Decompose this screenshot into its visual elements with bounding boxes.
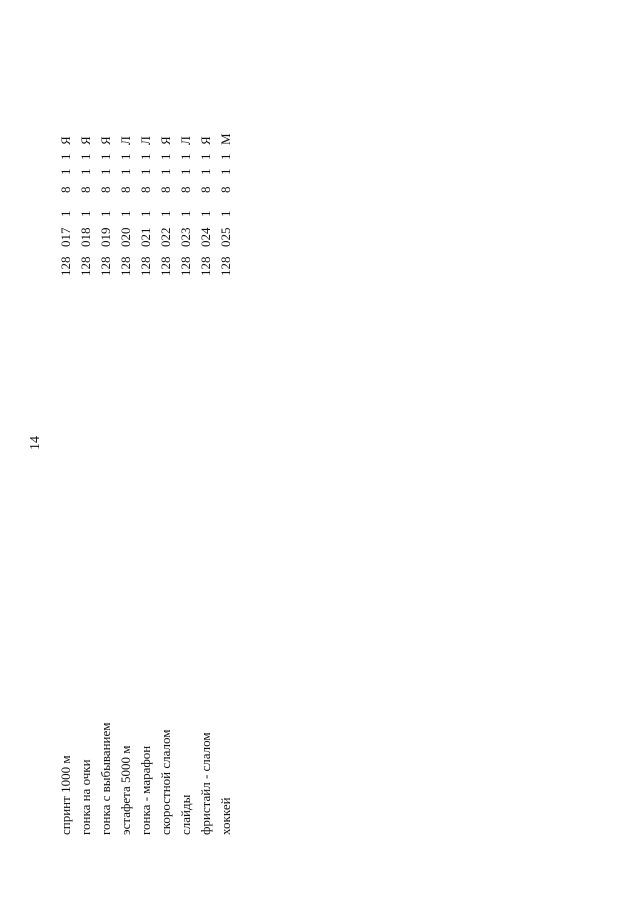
classifier-table xyxy=(58,0,238,905)
table-row xyxy=(218,0,238,905)
code-digit: 1 xyxy=(218,168,233,175)
code-number: 021 xyxy=(138,227,153,247)
code-digit: 1 xyxy=(138,210,153,217)
code-digit: 1 xyxy=(138,168,153,175)
row-name: скоростной слалом xyxy=(158,729,173,835)
code-group: 128 xyxy=(78,256,93,276)
code-letter: Я xyxy=(98,136,113,145)
code-digit: 1 xyxy=(198,210,213,217)
row-name: фристайл - слалом xyxy=(198,732,213,835)
code-digit: 1 xyxy=(158,153,173,160)
code-group: 128 xyxy=(98,256,113,276)
page-number: 14 xyxy=(28,436,43,450)
table-row xyxy=(78,0,98,905)
table-row xyxy=(138,0,158,905)
code-letter: Я xyxy=(158,136,173,145)
row-name: гонка - марафон xyxy=(138,745,153,835)
code-number: 020 xyxy=(118,227,133,247)
table-row xyxy=(178,0,198,905)
code-number: 023 xyxy=(178,227,193,247)
code-digit: 8 xyxy=(138,186,153,193)
code-number: 025 xyxy=(218,227,233,247)
code-letter: Я xyxy=(58,136,73,145)
table-row xyxy=(58,0,78,905)
code-digit: 8 xyxy=(178,186,193,193)
code-digit: 1 xyxy=(158,210,173,217)
table-row xyxy=(158,0,178,905)
code-number: 019 xyxy=(98,227,113,247)
code-digit: 8 xyxy=(158,186,173,193)
code-digit: 1 xyxy=(98,153,113,160)
code-digit: 1 xyxy=(198,168,213,175)
row-name: хоккей xyxy=(218,797,233,835)
code-digit: 1 xyxy=(58,153,73,160)
code-group: 128 xyxy=(158,256,173,276)
code-digit: 8 xyxy=(198,186,213,193)
code-letter: Я xyxy=(198,136,213,145)
code-number: 022 xyxy=(158,227,173,247)
code-group: 128 xyxy=(198,256,213,276)
code-digit: 1 xyxy=(118,168,133,175)
code-digit: 1 xyxy=(178,168,193,175)
code-group: 128 xyxy=(218,256,233,276)
code-digit: 1 xyxy=(218,210,233,217)
code-group: 128 xyxy=(178,256,193,276)
row-name: гонка на очки xyxy=(78,759,93,835)
code-digit: 1 xyxy=(198,153,213,160)
code-digit: 1 xyxy=(118,153,133,160)
code-group: 128 xyxy=(58,256,73,276)
code-number: 024 xyxy=(198,227,213,247)
code-number: 018 xyxy=(78,227,93,247)
code-letter: Л xyxy=(178,136,193,145)
code-group: 128 xyxy=(138,256,153,276)
table-row xyxy=(98,0,118,905)
code-letter: Л xyxy=(118,136,133,145)
code-digit: 1 xyxy=(218,153,233,160)
code-digit: 1 xyxy=(78,168,93,175)
code-digit: 1 xyxy=(98,168,113,175)
code-group: 128 xyxy=(118,256,133,276)
row-name: эстафета 5000 м xyxy=(118,745,133,835)
code-letter: Я xyxy=(78,136,93,145)
code-digit: 1 xyxy=(158,168,173,175)
code-digit: 1 xyxy=(178,210,193,217)
row-name: спринт 1000 м xyxy=(58,755,73,835)
code-digit: 8 xyxy=(98,186,113,193)
table-row xyxy=(198,0,218,905)
code-digit: 8 xyxy=(118,186,133,193)
code-digit: 1 xyxy=(58,168,73,175)
code-letter: М xyxy=(218,133,233,145)
code-digit: 1 xyxy=(78,153,93,160)
code-digit: 8 xyxy=(218,186,233,193)
code-digit: 1 xyxy=(78,210,93,217)
code-number: 017 xyxy=(58,227,73,247)
table-row xyxy=(118,0,138,905)
code-digit: 1 xyxy=(58,210,73,217)
row-name: слайды xyxy=(178,794,193,835)
row-name: гонка с выбыванием xyxy=(98,722,113,835)
code-digit: 1 xyxy=(118,210,133,217)
code-letter: Л xyxy=(138,136,153,145)
code-digit: 8 xyxy=(58,186,73,193)
code-digit: 1 xyxy=(138,153,153,160)
code-digit: 8 xyxy=(78,186,93,193)
code-digit: 1 xyxy=(178,153,193,160)
code-digit: 1 xyxy=(98,210,113,217)
